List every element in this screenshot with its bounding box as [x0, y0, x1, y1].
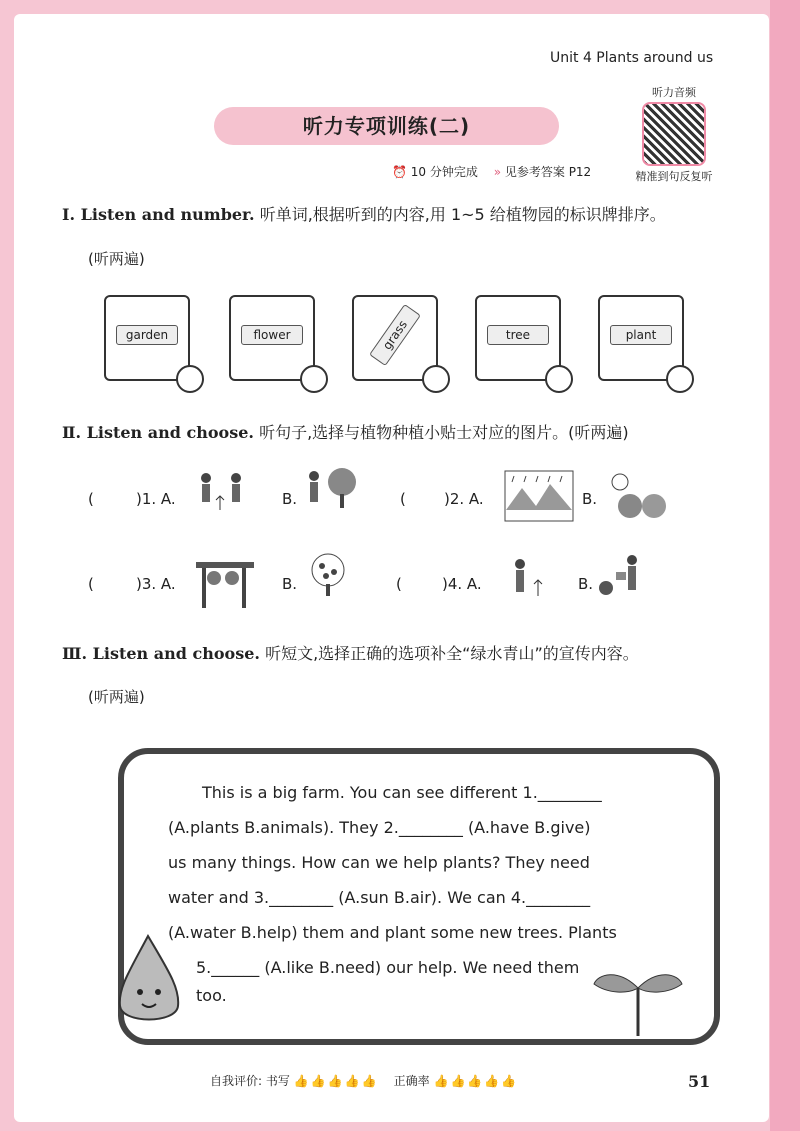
question-1-b: B. — [282, 490, 298, 508]
boy-tree-image[interactable] — [302, 466, 358, 510]
section-1-en: Ⅰ. Listen and number. — [62, 205, 255, 224]
meta-line — [392, 163, 591, 180]
grape-vine-image[interactable] — [194, 558, 256, 610]
sign-card-garden — [104, 295, 190, 381]
section-1-zh: 听单词,根据听到的内容,用 1~5 给植物园的标识牌排序。 — [259, 205, 666, 224]
sign-label: plant — [610, 325, 672, 345]
answer-paren[interactable]: ( — [88, 490, 94, 508]
answer-circle[interactable] — [422, 365, 450, 393]
sign-label: garden — [116, 325, 178, 345]
self-evaluation — [210, 1072, 518, 1089]
sprout-icon — [588, 958, 688, 1038]
section-1-title — [62, 202, 666, 225]
answer-circle[interactable] — [545, 365, 573, 393]
clock-icon: ⏰ — [392, 165, 407, 179]
sign-card-flower — [229, 295, 315, 381]
section-2-zh: 听句子,选择与植物种植小贴士对应的图片。(听两遍) — [259, 423, 629, 442]
answer-circle[interactable] — [176, 365, 204, 393]
water-drop-mascot-icon — [108, 930, 188, 1030]
qr-block[interactable] — [628, 84, 720, 184]
accuracy-label: 正确率 — [393, 1074, 430, 1088]
section-2-title — [62, 420, 629, 443]
section-3-note: (听两遍) — [88, 688, 145, 706]
story-text — [168, 775, 638, 1007]
unit-title: Unit 4 Plants around us — [550, 50, 714, 66]
section-3-zh: 听短文,选择正确的选项补全“绿水青山”的宣传内容。 — [265, 644, 639, 663]
story-line: (A.plants B.animals). They 2.________ (A.have B.give) — [168, 818, 591, 837]
answer-paren[interactable]: ( — [88, 575, 94, 593]
story-line: us many things. How can we help plants? They need — [168, 853, 590, 872]
question-3-a: )3. A. — [136, 575, 176, 593]
sun-trees-image[interactable] — [600, 470, 670, 522]
sign-label: grass — [369, 304, 421, 366]
section-3-title — [62, 641, 639, 664]
sign-card-grass — [352, 295, 438, 381]
thumbs-up-icon[interactable]: 👍👍👍👍👍 — [433, 1074, 519, 1088]
answer-circle[interactable] — [300, 365, 328, 393]
question-2-b: B. — [582, 490, 598, 508]
question-2-a: )2. A. — [444, 490, 484, 508]
page-title: 听力专项训练(二) — [214, 107, 559, 145]
page-number: 51 — [688, 1072, 711, 1091]
girl-watering-image[interactable] — [596, 552, 652, 596]
story-line: water and 3.________ (A.sun B.air). We can 4.________ — [168, 888, 591, 907]
double-arrow-icon: » — [493, 165, 502, 179]
section-1-note: (听两遍) — [88, 250, 145, 268]
story-line: too. — [196, 986, 227, 1005]
page-edge — [770, 0, 800, 1131]
question-4-a: )4. A. — [442, 575, 482, 593]
sign-label: tree — [487, 325, 549, 345]
time-text: 10 分钟完成 — [410, 165, 478, 179]
qr-code-icon[interactable] — [642, 102, 706, 166]
story-line: (A.water B.help) them and plant some new trees. Plants — [168, 923, 617, 942]
sign-card-tree — [475, 295, 561, 381]
apple-tree-image[interactable] — [300, 552, 356, 596]
eval-label: 自我评价: 书写 — [210, 1074, 290, 1088]
sign-label: flower — [241, 325, 303, 345]
answer-circle[interactable] — [666, 365, 694, 393]
girl-planting-image[interactable] — [504, 556, 560, 600]
section-2-en: Ⅱ. Listen and choose. — [62, 423, 254, 442]
answer-paren[interactable]: ( — [400, 490, 406, 508]
question-4-b: B. — [578, 575, 594, 593]
qr-top-label: 听力音频 — [652, 86, 696, 99]
section-3-en: Ⅲ. Listen and choose. — [62, 644, 260, 663]
rain-mountain-image[interactable] — [504, 470, 574, 522]
story-line: 5.______ (A.like B.need) our help. We need them — [196, 958, 580, 977]
thumbs-up-icon[interactable]: 👍👍👍👍👍 — [293, 1074, 379, 1088]
question-1-a: )1. A. — [136, 490, 176, 508]
answer-ref: 见参考答案 P12 — [504, 165, 592, 179]
answer-paren[interactable]: ( — [396, 575, 402, 593]
kids-planting-image[interactable] — [192, 470, 248, 514]
question-3-b: B. — [282, 575, 298, 593]
qr-bottom-label: 精准到句反复听 — [635, 170, 713, 183]
story-line: This is a big farm. You can see different 1.________ — [202, 783, 602, 802]
